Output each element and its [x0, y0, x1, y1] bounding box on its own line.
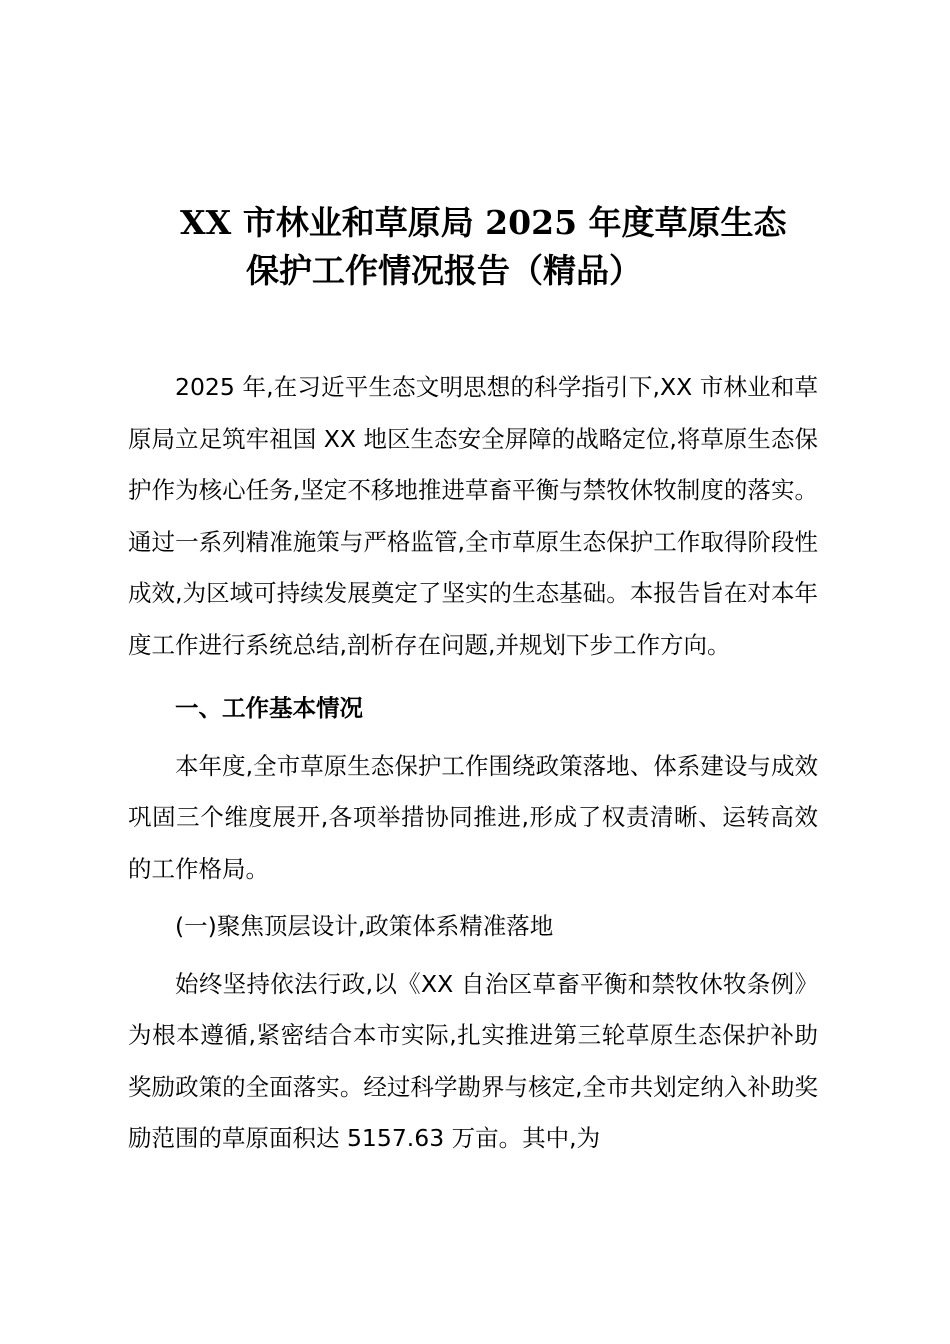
document-body	[128, 362, 818, 1165]
document-title-line-1: XX 市林业和草原局 2025 年度草原生态	[180, 203, 787, 242]
section-1-paragraph: 本年度,全市草原生态保护工作围绕政策落地、体系建设与成效巩固三个维度展开,各项举措协同推进,形成了权责清晰、运转高效的工作格局。	[128, 751, 818, 883]
document-title-line-2: 保护工作情况报告（精品）	[246, 251, 642, 290]
intro-paragraph: 2025 年,在习近平生态文明思想的科学指引下,XX 市林业和草原局立足筑牢祖国 XX 地区生态安全屏障的战略定位,将草原生态保护作为核心任务,坚定不移地推进草畜平衡与禁牧休牧制度的落实。通过一系列精准施策与严格监管,全市草原生态保护工作取得阶段性成效,为区域可持续发展奠定了坚实的生态基础。本报告旨在对本年度工作进行系统总结,剖析存在问题,并规划下步工作方向。	[128, 373, 818, 659]
subsection-heading-1: (一)聚焦顶层设计,政策体系精准落地	[175, 912, 554, 940]
subsection-1-paragraph: 始终坚持依法行政,以《XX 自治区草畜平衡和禁牧休牧条例》为根本遵循,紧密结合本市实际,扎实推进第三轮草原生态保护补助奖励政策的全面落实。经过科学勘界与核定,全市共划定纳入补助奖励范围的草原面积达 5157.63 万亩。其中,为	[128, 969, 818, 1152]
section-heading-1: 一、工作基本情况	[175, 694, 363, 722]
